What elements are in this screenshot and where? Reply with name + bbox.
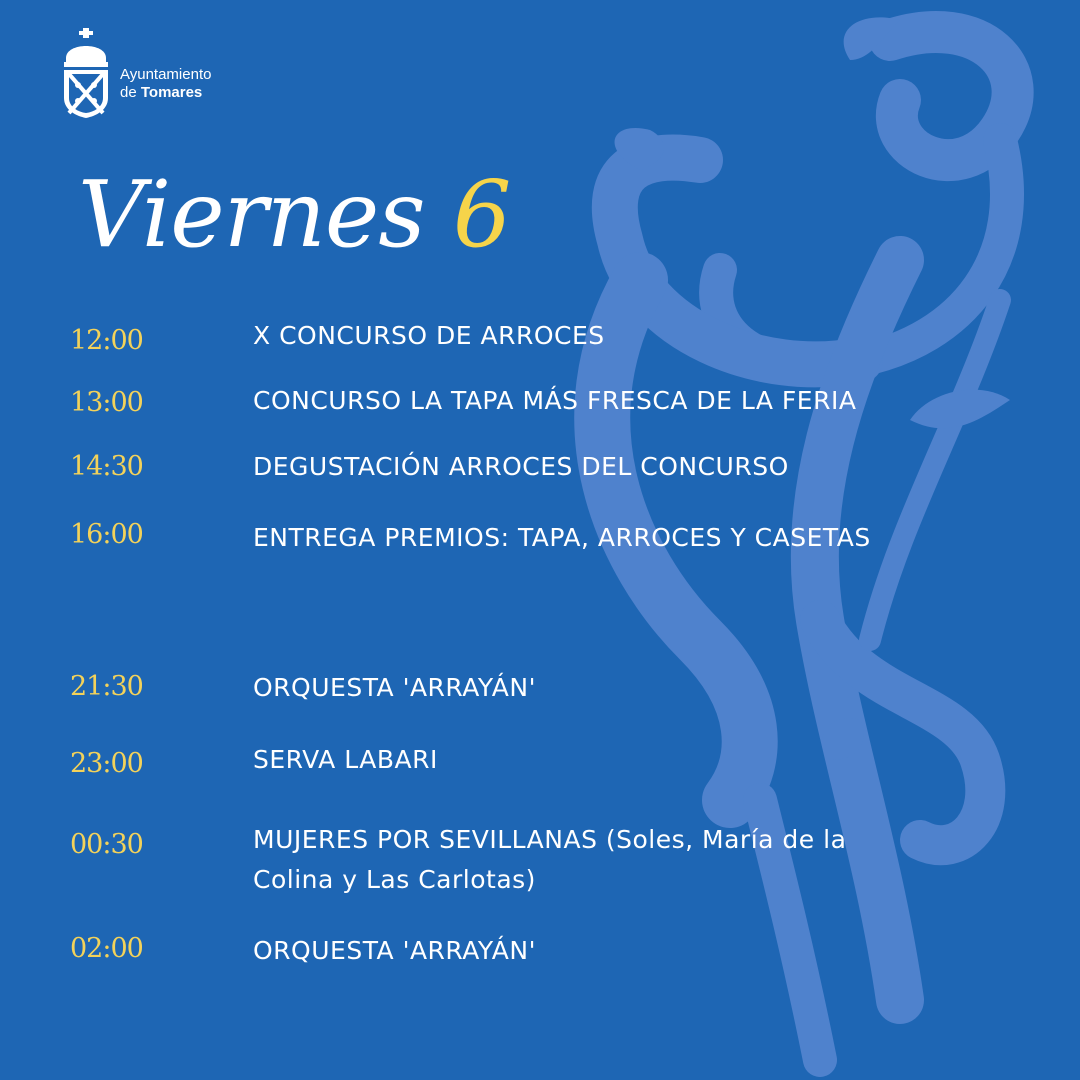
title-day: Viernes [78,161,425,268]
time-16-00: 16:00 [70,519,143,550]
time-02-00: 02:00 [70,933,143,964]
event-concurso-arroces: X CONCURSO DE ARROCES [253,321,605,350]
event-orquesta-arrayan-2: ORQUESTA 'ARRAYÁN' [253,936,536,965]
time-00-30: 00:30 [70,829,143,860]
page-title [78,160,510,270]
event-entrega-premios: ENTREGA PREMIOS: TAPA, ARROCES Y CASETAS [253,523,871,552]
event-serva-labari: SERVA LABARI [253,745,438,774]
brand-line-2 [120,84,211,102]
time-14-30: 14:30 [70,451,143,482]
brand-line-1: Ayuntamiento [120,66,212,83]
title-day-number: 6 [452,161,511,268]
time-13-00: 13:00 [70,387,143,418]
event-mujeres-por-sevillanas: MUJERES POR SEVILLANAS (Soles, María de la Colina y Las Carlotas) [253,825,847,894]
time-12-00: 12:00 [70,325,143,356]
event-orquesta-arrayan-1: ORQUESTA 'ARRAYÁN' [253,673,536,702]
event-concurso-tapa: CONCURSO LA TAPA MÁS FRESCA DE LA FERIA [253,386,857,415]
event-degustacion-arroces: DEGUSTACIÓN ARROCES DEL CONCURSO [253,452,789,481]
coat-of-arms-icon [60,28,112,118]
brand-line-2-name: Tomares [140,84,203,101]
time-21-30: 21:30 [70,671,143,702]
time-23-00: 23:00 [70,748,143,779]
brand-name [120,66,211,102]
brand-line-2-prefix: de [120,84,137,101]
municipal-logo [60,28,260,118]
